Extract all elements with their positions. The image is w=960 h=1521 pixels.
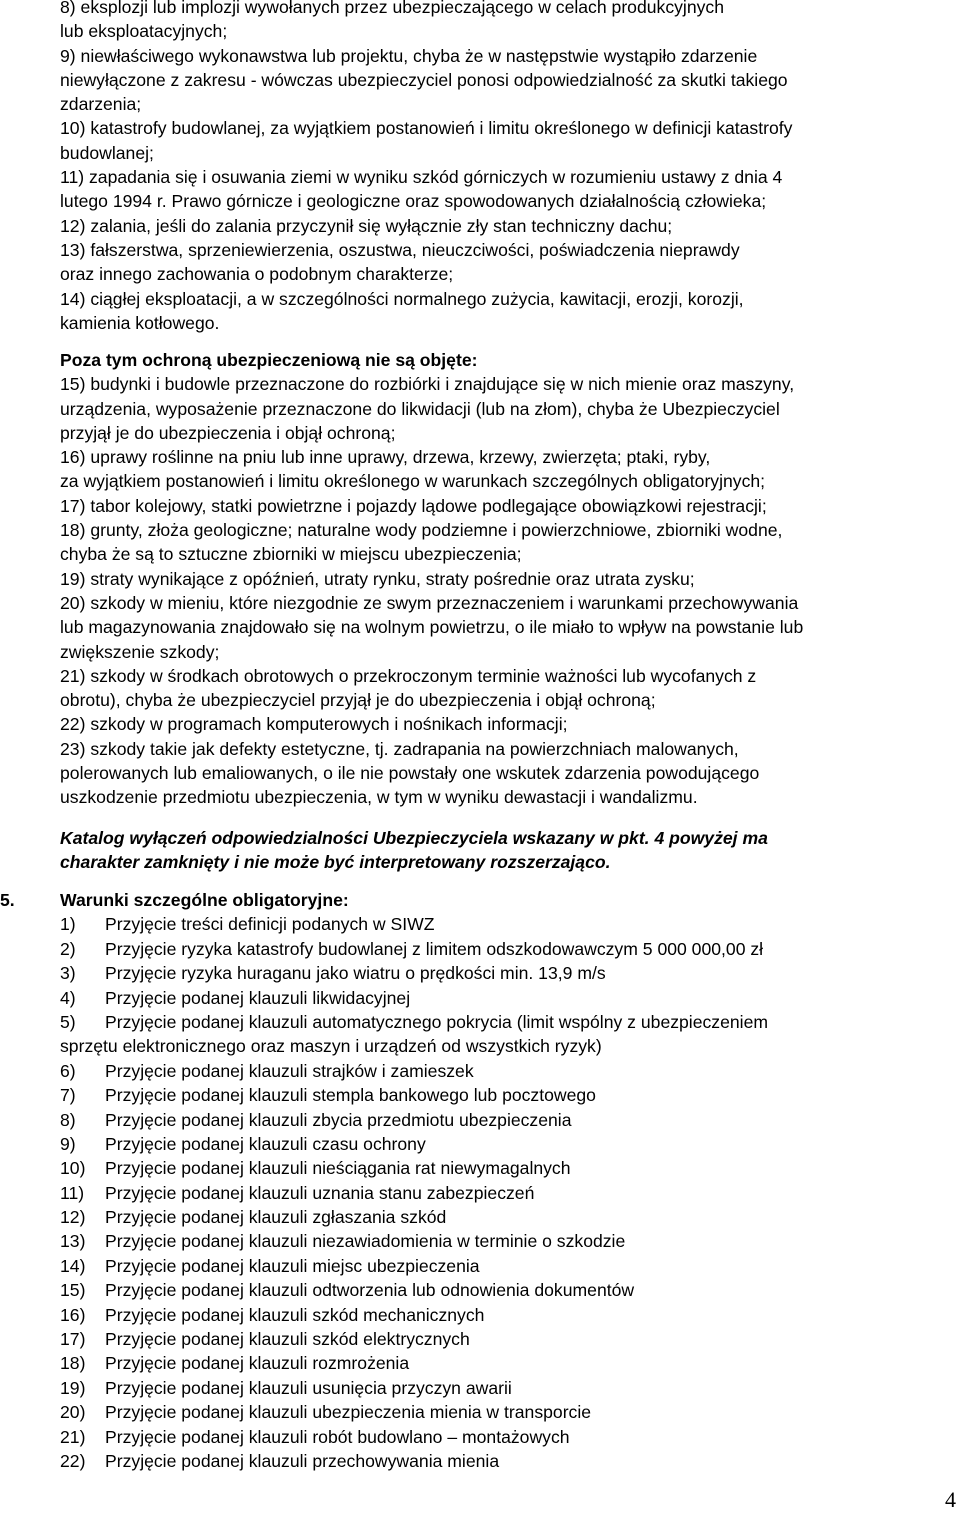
item-text: Przyjęcie podanej klauzuli odtworzenia lub odnowienia dokumentów xyxy=(105,1280,635,1301)
list-item xyxy=(60,986,960,1010)
list-item xyxy=(60,1400,960,1424)
item-number: 9) xyxy=(60,1133,76,1154)
item-number: 19) xyxy=(60,1377,86,1398)
item-number: 1) xyxy=(60,914,76,935)
item-number: 16) xyxy=(60,1304,86,1325)
item-text: Przyjęcie ryzyka huraganu jako wiatru o prędkości min. 13,9 m/s xyxy=(105,963,606,984)
list-item xyxy=(60,1376,960,1400)
item-number: 15) xyxy=(60,1280,86,1301)
item-number: 3) xyxy=(60,963,76,984)
item-number: 7) xyxy=(60,1085,76,1106)
list-item xyxy=(60,1010,960,1034)
text-line: 12) zalania, jeśli do zalania przyczynił się wyłącznie zły stan techniczny dachu; xyxy=(60,215,673,236)
text-line: 21) szkody w środkach obrotowych o przekroczonym terminie ważności lub wycofanych z xyxy=(60,665,757,686)
list-item xyxy=(60,1254,960,1278)
note-line: charakter zamknięty i nie może być interpretowany rozszerzająco. xyxy=(60,852,611,873)
list-item xyxy=(60,1156,960,1180)
item-text: Przyjęcie podanej klauzuli uznania stanu zabezpieczeń xyxy=(105,1182,535,1203)
text-line: oraz innego zachowania o podobnym charakterze; xyxy=(60,264,454,285)
text-line: 13) fałszerstwa, sprzeniewierzenia, oszustwa, nieuczciwości, poświadczenia nieprawdy xyxy=(60,239,740,260)
item-text: Przyjęcie podanej klauzuli szkód elektrycznych xyxy=(105,1329,470,1350)
item-number: 2) xyxy=(60,938,76,959)
list-item xyxy=(60,1449,960,1473)
item-number: 10) xyxy=(60,1158,86,1179)
item-text: sprzętu elektronicznego oraz maszyn i urządzeń od wszystkich ryzyk) xyxy=(60,1036,602,1057)
list-item xyxy=(60,1132,960,1156)
text-line: niewyłączone z zakresu - wówczas ubezpieczyciel ponosi odpowiedzialność za skutki takiego xyxy=(60,69,788,90)
item-text: Przyjęcie podanej klauzuli stempla bankowego lub pocztowego xyxy=(105,1085,596,1106)
item-number: 6) xyxy=(60,1060,76,1081)
not-covered-section xyxy=(60,348,960,810)
list-item-continuation xyxy=(60,1034,960,1058)
item-number: 4) xyxy=(60,987,76,1008)
list-item xyxy=(60,1083,960,1107)
text-line: 14) ciągłej eksploatacji, a w szczególności normalnego zużycia, kawitacji, erozji, korozji, xyxy=(60,288,744,309)
not-covered-heading: Poza tym ochroną ubezpieczeniową nie są objęte: xyxy=(60,350,478,370)
item-text: Przyjęcie podanej klauzuli strajków i zamieszek xyxy=(105,1060,474,1081)
item-text: Przyjęcie podanej klauzuli zgłaszania szkód xyxy=(105,1207,447,1228)
item-number: 5) xyxy=(60,1011,76,1032)
list-item xyxy=(60,1425,960,1449)
item-text: Przyjęcie podanej klauzuli usunięcia przyczyn awarii xyxy=(105,1377,512,1398)
item-number: 8) xyxy=(60,1109,76,1130)
item-number: 21) xyxy=(60,1426,86,1447)
text-line: 10) katastrofy budowlanej, za wyjątkiem postanowień i limitu określonego w definicji katastrofy xyxy=(60,118,793,139)
list-item xyxy=(60,1327,960,1351)
list-item xyxy=(60,1229,960,1253)
text-line: zdarzenia; xyxy=(60,94,142,115)
list-item xyxy=(60,912,960,936)
item-number: 11) xyxy=(60,1182,85,1203)
item-text: Przyjęcie podanej klauzuli szkód mechanicznych xyxy=(105,1304,485,1325)
text-line: za wyjątkiem postanowień i limitu określonego w warunkach szczególnych obligatoryjnych; xyxy=(60,471,766,492)
item-text: Przyjęcie ryzyka katastrofy budowlanej z limitem odszkodowawczym 5 000 000,00 zł xyxy=(105,938,764,959)
item-number: 17) xyxy=(60,1329,86,1350)
exclusions-note xyxy=(60,826,960,875)
text-line: 23) szkody takie jak defekty estetyczne, tj. zadrapania na powierzchniach malowanych, xyxy=(60,738,739,759)
item-text: Przyjęcie podanej klauzuli ubezpieczenia mienia w transporcie xyxy=(105,1402,592,1423)
section-number: 5. xyxy=(0,890,15,910)
list-item xyxy=(60,1108,960,1132)
text-line: 19) straty wynikające z opóźnień, utraty rynku, straty pośrednie oraz utrata zysku; xyxy=(60,568,695,589)
text-line: polerowanych lub emaliowanych, o ile nie powstały one wskutek zdarzenia powodującego xyxy=(60,763,760,784)
list-item xyxy=(60,1205,960,1229)
text-line: 16) uprawy roślinne na pniu lub inne uprawy, drzewa, krzewy, zwierzęta; ptaki, ryby, xyxy=(60,447,711,468)
text-line: 11) zapadania się i osuwania ziemi w wyniku szkód górniczych w rozumieniu ustawy z dnia 4 xyxy=(60,167,783,188)
note-line: Katalog wyłączeń odpowiedzialności Ubezpieczyciela wskazany w pkt. 4 powyżej ma xyxy=(60,828,768,848)
list-item xyxy=(60,1181,960,1205)
page-number: 4 xyxy=(945,1487,956,1512)
item-text: Przyjęcie podanej klauzuli zbycia przedmiotu ubezpieczenia xyxy=(105,1109,572,1130)
item-number: 18) xyxy=(60,1353,86,1374)
text-line: uszkodzenie przedmiotu ubezpieczenia, w tym w wyniku dewastacji i wandalizmu. xyxy=(60,787,698,808)
list-item xyxy=(60,1303,960,1327)
text-line: lub magazynowania znajdowało się na wolnym powietrzu, o ile miało to wpływ na powstanie lub xyxy=(60,617,804,638)
item-text: Przyjęcie podanej klauzuli likwidacyjnej xyxy=(105,987,411,1008)
text-line: 17) tabor kolejowy, statki powietrzne i pojazdy lądowe podlegające obowiązkowi rejestracji; xyxy=(60,495,767,516)
text-line: lub eksploatacyjnych; xyxy=(60,21,228,42)
section-title: Warunki szczególne obligatoryjne: xyxy=(60,890,349,910)
text-line: 15) budynki i budowle przeznaczone do rozbiórki i znajdujące się w nich mienie oraz maszyny, xyxy=(60,374,795,395)
list-item xyxy=(60,1278,960,1302)
text-line: urządzenia, wyposażenie przeznaczone do likwidacji (lub na złom), chyba że Ubezpieczyciel xyxy=(60,398,780,419)
list-item xyxy=(60,961,960,985)
exclusions-list-continued xyxy=(60,0,960,335)
conditions-list xyxy=(60,912,960,1473)
item-number: 12) xyxy=(60,1207,86,1228)
item-text: Przyjęcie podanej klauzuli rozmrożenia xyxy=(105,1353,410,1374)
text-line: 22) szkody w programach komputerowych i nośnikach informacji; xyxy=(60,714,568,735)
text-line: 9) niewłaściwego wykonawstwa lub projektu, chyba że w następstwie wystąpiło zdarzenie xyxy=(60,45,758,66)
item-text: Przyjęcie podanej klauzuli nieściągania rat niewymagalnych xyxy=(105,1158,571,1179)
text-line: budowlanej; xyxy=(60,142,154,163)
text-line: zwiększenie szkody; xyxy=(60,641,220,662)
item-number: 13) xyxy=(60,1231,86,1252)
item-text: Przyjęcie podanej klauzuli przechowywania mienia xyxy=(105,1450,500,1471)
item-text: Przyjęcie podanej klauzuli automatycznego pokrycia (limit wspólny z ubezpieczeniem xyxy=(105,1011,769,1032)
text-line: 8) eksplozji lub implozji wywołanych przez ubezpieczającego w celach produkcyjnych xyxy=(60,0,724,17)
text-line: przyjął je do ubezpieczenia i objął ochroną; xyxy=(60,422,396,443)
list-item xyxy=(60,1351,960,1375)
text-line: obrotu), chyba że ubezpieczyciel przyjął je do ubezpieczenia i objął ochroną; xyxy=(60,690,656,711)
text-line: 18) grunty, złoża geologiczne; naturalne wody podziemne i powierzchniowe, zbiorniki wodne, xyxy=(60,520,783,541)
item-number: 14) xyxy=(60,1255,86,1276)
item-text: Przyjęcie podanej klauzuli czasu ochrony xyxy=(105,1133,426,1154)
item-number: 22) xyxy=(60,1450,86,1471)
item-text: Przyjęcie podanej klauzuli miejsc ubezpieczenia xyxy=(105,1255,480,1276)
item-number: 20) xyxy=(60,1402,86,1423)
item-text: Przyjęcie podanej klauzuli robót budowlano – montażowych xyxy=(105,1426,570,1447)
list-item xyxy=(60,937,960,961)
text-line: lutego 1994 r. Prawo górnicze i geologiczne oraz spowodowanych działalnością człowieka; xyxy=(60,191,767,212)
item-text: Przyjęcie treści definicji podanych w SIWZ xyxy=(105,914,435,935)
text-line: kamienia kotłowego. xyxy=(60,312,220,333)
text-line: 20) szkody w mieniu, które niezgodnie ze swym przeznaczeniem i warunkami przechowywania xyxy=(60,592,799,613)
list-item xyxy=(60,1059,960,1083)
text-line: chyba że są to sztuczne zbiorniki w miejscu ubezpieczenia; xyxy=(60,544,522,565)
item-text: Przyjęcie podanej klauzuli niezawiadomienia w terminie o szkodzie xyxy=(105,1231,626,1252)
